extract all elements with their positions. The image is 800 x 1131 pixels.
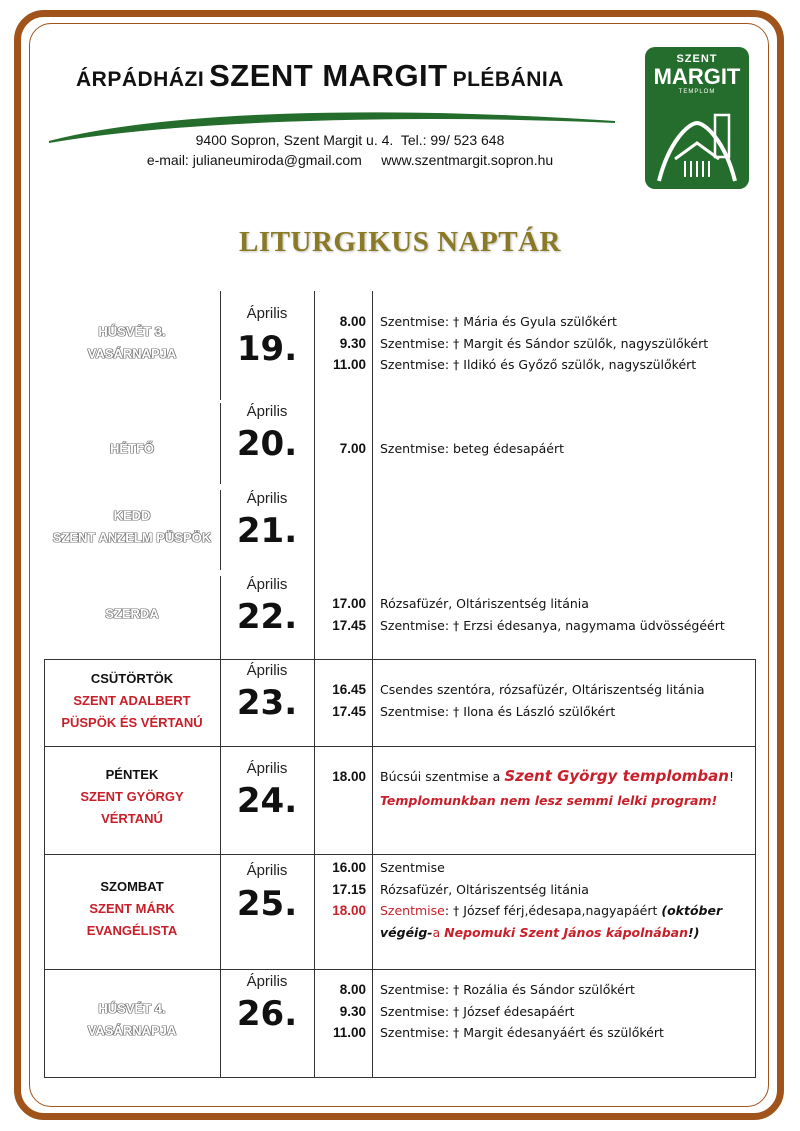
date-number: 24.: [236, 781, 298, 821]
mass-times: 7.00: [339, 441, 366, 456]
month-label: Április: [246, 305, 288, 322]
mass-intentions: Szentmise Rózsafüzér, Oltáriszentség litánia Szentmise: † József férj,édesapa,nagyapáért (október végéig-a Nepomuki Szent János kápolnában!): [380, 860, 723, 940]
contact-line: e-mail: julianeumiroda@gmail.com www.szentmargit.sopron.hu: [146, 152, 554, 168]
mass-times: 8.00 9.30 11.00: [332, 982, 366, 1040]
title-prefix: ÁRPÁDHÁZI: [76, 68, 205, 91]
mass-times: 17.00 17.45: [332, 596, 366, 633]
month-label: Április: [246, 490, 288, 507]
day-label: HÚSVÉT 3. VASÁRNAPJA: [87, 324, 177, 361]
table-row: [44, 854, 756, 970]
table-row: [44, 747, 756, 855]
date-number: 21.: [236, 511, 298, 551]
title-suffix: PLÉBÁNIA: [452, 68, 564, 91]
month-label: Április: [246, 576, 288, 593]
month-label: Április: [246, 862, 288, 879]
table-row: [44, 291, 756, 400]
mass-intentions: Búcsúi szentmise a Szent György templomban! Templomunkban nem lesz semmi lelki program!: [380, 764, 752, 813]
table-row: [44, 660, 756, 747]
church-logo: [645, 47, 749, 189]
chapel-name-highlight: Nepomuki Szent János kápolnában: [444, 924, 689, 940]
church-roof-icon: [645, 97, 749, 189]
date-number: 23.: [236, 683, 298, 723]
mass-times: 16.00 17.15 18.00: [332, 860, 366, 918]
date-number: 19.: [236, 329, 298, 369]
parish-title: [76, 58, 564, 94]
table-row: [44, 487, 756, 573]
date-number: 25.: [236, 884, 298, 924]
month-label: Április: [246, 760, 288, 777]
month-label: Április: [246, 662, 288, 679]
date-number: 20.: [236, 424, 298, 464]
day-label: SZERDA: [105, 606, 159, 621]
mass-intentions: Csendes szentóra, rózsafüzér, Oltáriszentség litánia Szentmise: † Ilona és László szülőkért: [380, 682, 705, 719]
table-row: [44, 400, 756, 487]
address-line: 9400 Sopron, Szent Margit u. 4. Tel.: 99/ 523 648: [195, 132, 505, 148]
mass-times: 16.45 17.45: [332, 682, 366, 719]
mass-intentions: Szentmise: † Mária és Gyula szülőkért Szentmise: † Margit és Sándor szülők, nagyszülőkért Szentmise: † Ildikó és Győző szülők, nagyszülőkért: [380, 314, 709, 372]
date-number: 26.: [236, 994, 298, 1034]
logo-line3: TEMPLOM: [678, 89, 716, 95]
month-label: Április: [246, 403, 288, 420]
day-label: KEDD SZENT ANZELM PÜSPÖK: [52, 508, 212, 545]
mass-times: 18.00: [332, 769, 366, 784]
calendar-heading: LITURGIKUS NAPTÁR: [239, 226, 561, 258]
logo-line1: SZENT: [676, 53, 718, 65]
month-label: Április: [246, 973, 288, 990]
mass-intentions: Szentmise: † Rozália és Sándor szülőkért Szentmise: † József édesapáért Szentmise: † Margit édesanyáért és szülőkért: [380, 982, 664, 1040]
church-name-highlight: Szent György templomban: [504, 767, 729, 785]
day-label: SZOMBAT SZENT MÁRK EVANGÉLISTA: [86, 879, 178, 938]
mass-times: 8.00 9.30 11.00: [332, 314, 366, 372]
day-label: HÚSVÉT 4. VASÁRNAPJA: [87, 1001, 177, 1038]
date-number: 22.: [236, 597, 298, 637]
mass-intentions: Szentmise: beteg édesapáért: [380, 441, 564, 456]
table-row: [44, 573, 756, 660]
mass-intentions: Rózsafüzér, Oltáriszentség litánia Szentmise: † Erzsi édesanya, nagymama üdvösségéért: [380, 596, 725, 633]
title-main: SZENT MARGIT: [209, 58, 448, 93]
day-label: PÉNTEK SZENT GYÖRGY VÉRTANÚ: [80, 767, 184, 826]
notice-text: Templomunkban nem lesz semmi lelki program!: [380, 793, 718, 808]
day-label: HÉTFŐ: [109, 441, 155, 456]
day-label: CSÜTÖRTÖK SZENT ADALBERT PÜSPÖK ÉS VÉRTANÚ: [61, 671, 203, 730]
table-row: [44, 970, 756, 1078]
logo-line2: MARGIT: [653, 64, 741, 89]
